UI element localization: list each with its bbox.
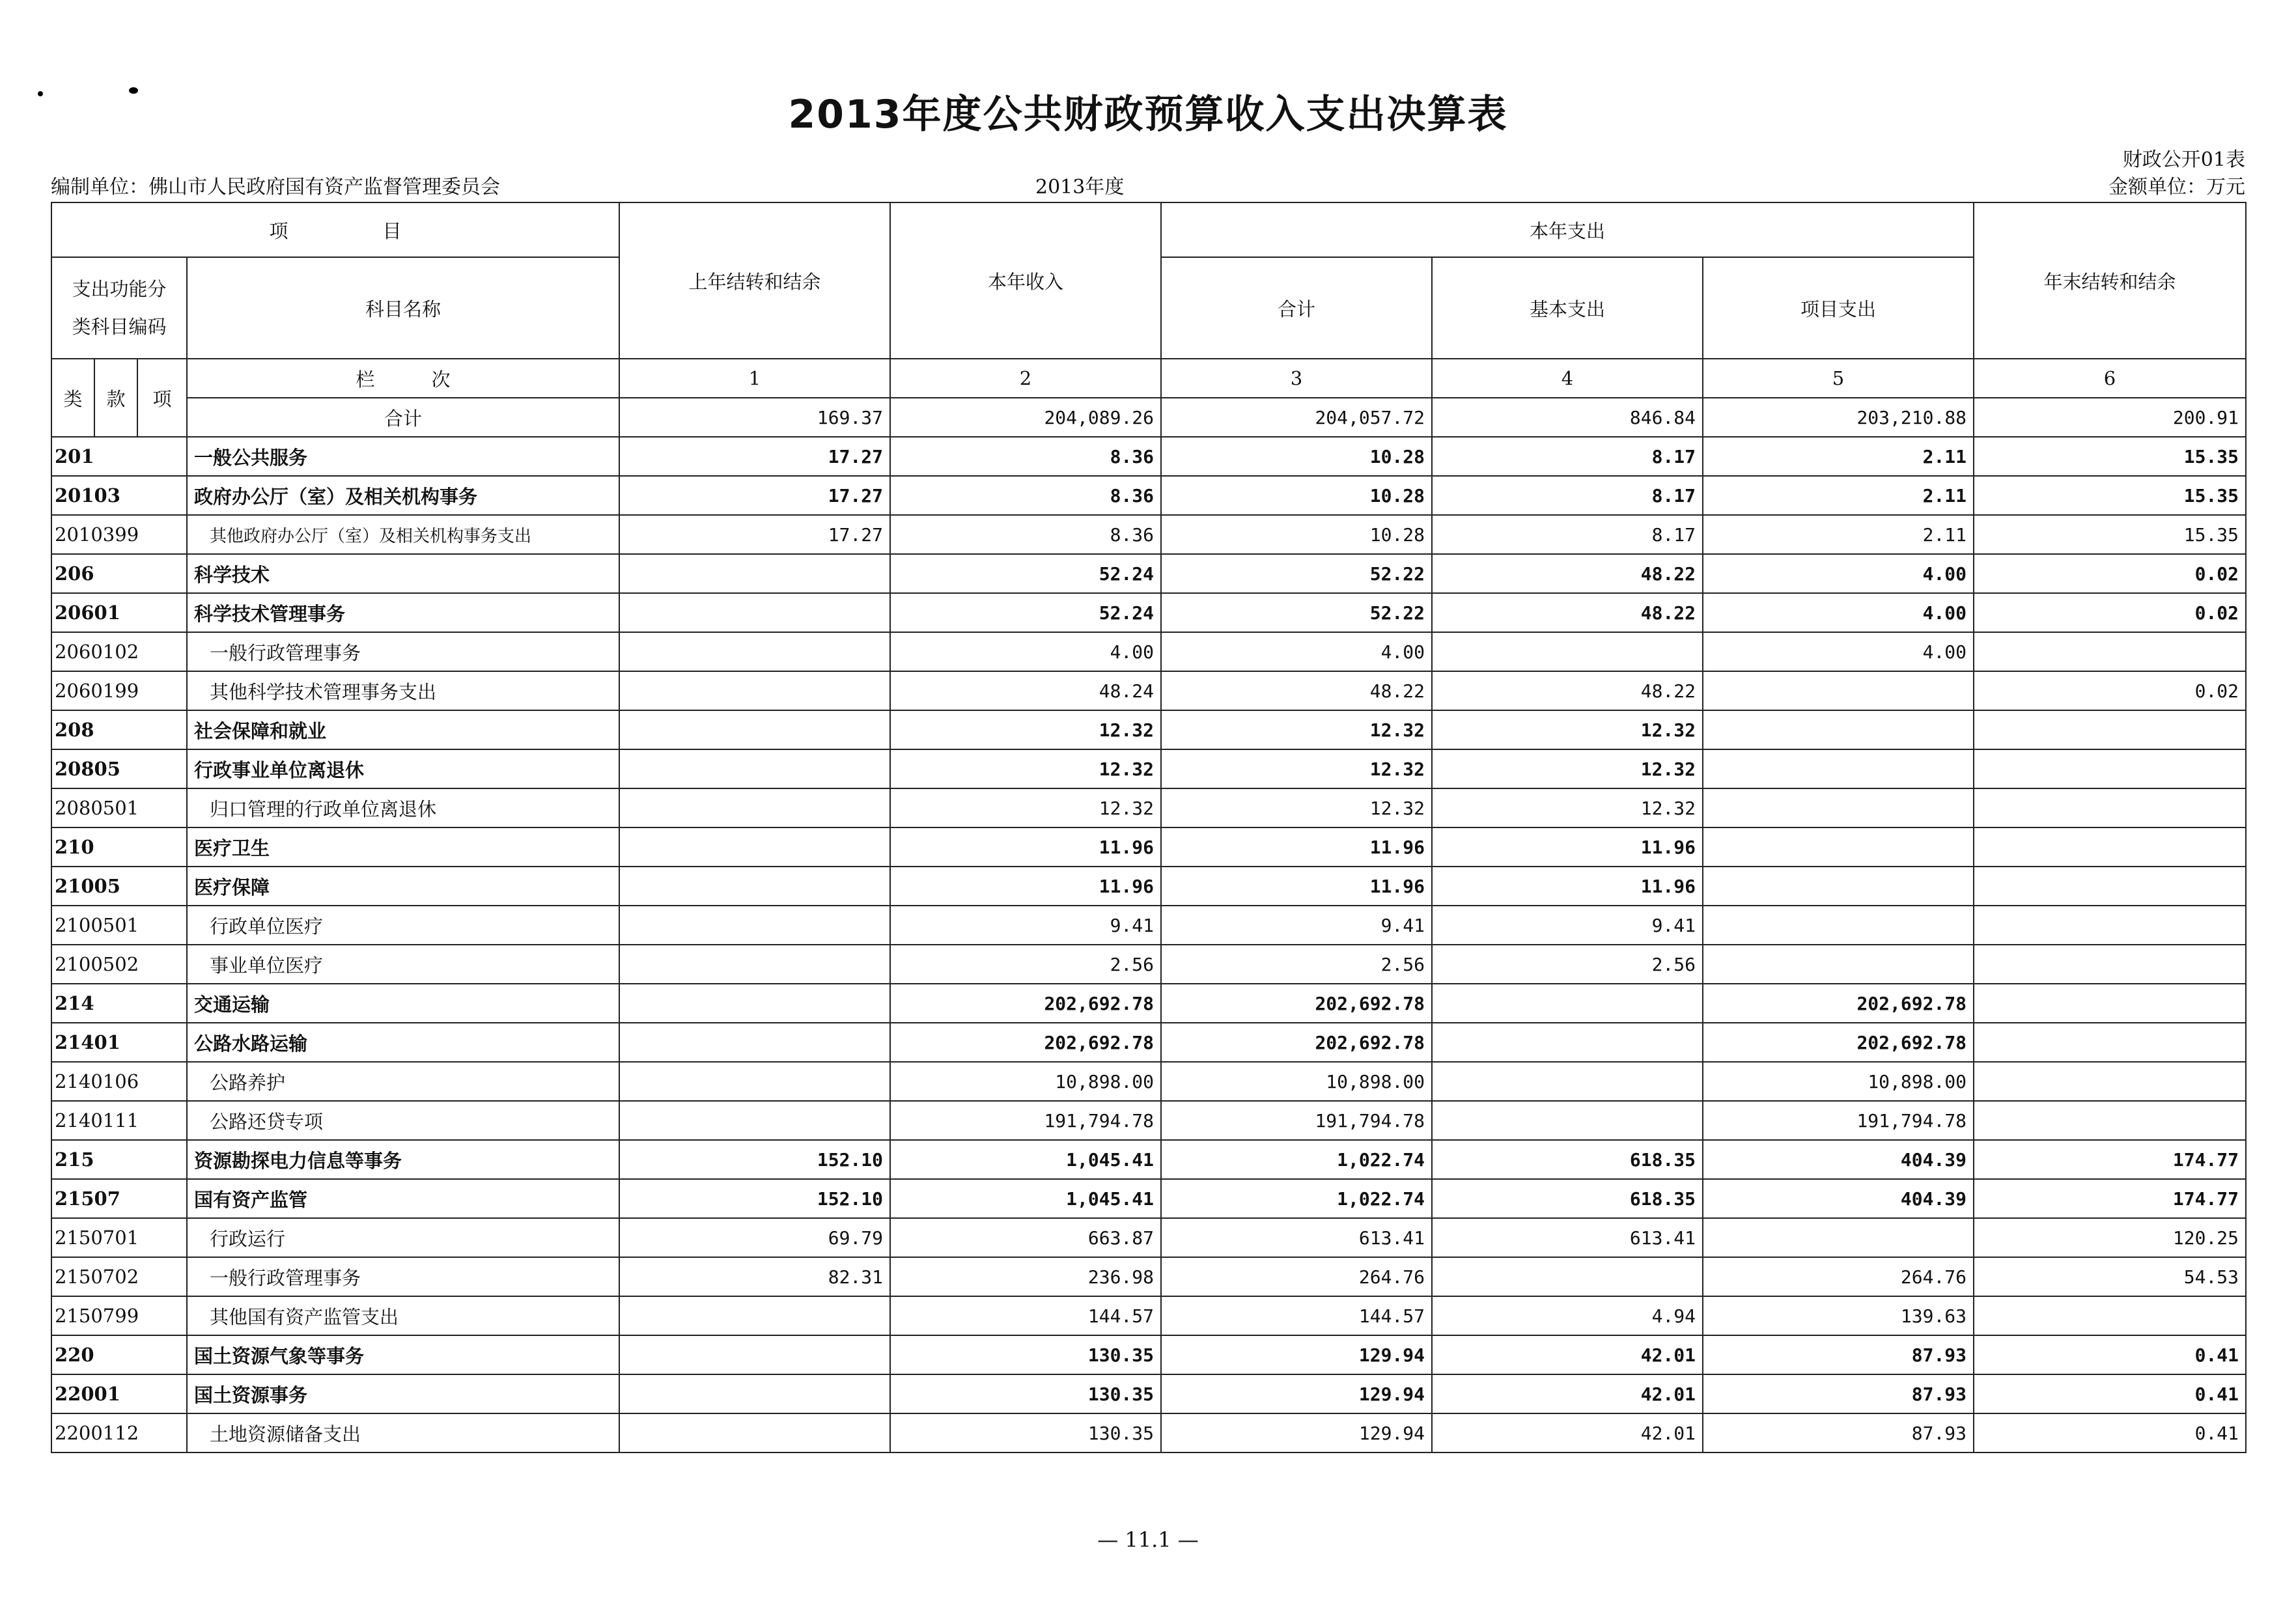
cell-prev: 152.10: [619, 1140, 890, 1179]
subject-code: 220: [51, 1335, 187, 1374]
table-row: [51, 1335, 2246, 1374]
table-row: [51, 1218, 2246, 1257]
table-row: [51, 1140, 2246, 1179]
cell-project: 2.11: [1703, 437, 1974, 476]
cell-income: 1,045.41: [890, 1179, 1161, 1218]
cell-prev: 82.31: [619, 1257, 890, 1296]
cell-basic: [1432, 1023, 1703, 1062]
cell-income: 10,898.00: [890, 1062, 1161, 1101]
cell-income: 130.35: [890, 1374, 1161, 1413]
subject-code: 208: [51, 710, 187, 749]
cell-prev: [619, 984, 890, 1023]
cell-basic: 2.56: [1432, 945, 1703, 984]
cell-prev: [619, 906, 890, 945]
page-number: — 11.1 —: [1097, 1527, 1199, 1552]
cell-project: [1703, 945, 1974, 984]
column-index-4: 4: [1432, 359, 1703, 398]
cell-total: 48.22: [1161, 671, 1432, 710]
cell-income: 191,794.78: [890, 1101, 1161, 1140]
cell-basic: 618.35: [1432, 1140, 1703, 1179]
cell-end: [1974, 710, 2246, 749]
subject-name: 土地资源储备支出: [187, 1413, 619, 1452]
subject-name: 公路水路运输: [187, 1023, 619, 1062]
cell-project: 4.00: [1703, 554, 1974, 593]
cell-project: 87.93: [1703, 1335, 1974, 1374]
cell-total: 52.22: [1161, 593, 1432, 632]
column-index-6: 6: [1974, 359, 2246, 398]
cell-prev: [619, 593, 890, 632]
cell-project: 264.76: [1703, 1257, 1974, 1296]
cell-income: 2.56: [890, 945, 1161, 984]
cell-total: 144.57: [1161, 1296, 1432, 1335]
cell-total: 9.41: [1161, 906, 1432, 945]
table-row: [51, 1179, 2246, 1218]
cell-basic: 11.96: [1432, 827, 1703, 867]
cell-basic: 48.22: [1432, 671, 1703, 710]
cell-project: 10,898.00: [1703, 1062, 1974, 1101]
cell-income: 52.24: [890, 554, 1161, 593]
cell-basic: 11.96: [1432, 867, 1703, 906]
cell-prev: [619, 671, 890, 710]
cell-project: [1703, 867, 1974, 906]
cell-total: 202,692.78: [1161, 984, 1432, 1023]
cell-end: [1974, 945, 2246, 984]
subject-name: 国土资源事务: [187, 1374, 619, 1413]
cell-prev: [619, 1413, 890, 1452]
cell-end: 15.35: [1974, 476, 2246, 515]
cell-income: 202,692.78: [890, 984, 1161, 1023]
cell-total: 10,898.00: [1161, 1062, 1432, 1101]
subject-name: 一般公共服务: [187, 437, 619, 476]
subject-name: 归口管理的行政单位离退休: [187, 788, 619, 827]
cell-total: 129.94: [1161, 1374, 1432, 1413]
cell-income: 1,045.41: [890, 1140, 1161, 1179]
subject-code: 2150702: [51, 1257, 187, 1296]
cell-total: 2.56: [1161, 945, 1432, 984]
cell-prev: [619, 749, 890, 788]
cell-total: 11.96: [1161, 827, 1432, 867]
subject-name: 行政单位医疗: [187, 906, 619, 945]
subject-name: 科学技术管理事务: [187, 593, 619, 632]
cell-basic: [1432, 1101, 1703, 1140]
cell-project: 404.39: [1703, 1179, 1974, 1218]
cell-prev: [619, 1062, 890, 1101]
fiscal-year: 2013年度: [1035, 176, 1125, 199]
cell-end: [1974, 788, 2246, 827]
cell-prev: 69.79: [619, 1218, 890, 1257]
cell-end: [1974, 1062, 2246, 1101]
table-number: 财政公开01表: [2122, 148, 2245, 171]
cell-project: 404.39: [1703, 1140, 1974, 1179]
cell-project: [1703, 1218, 1974, 1257]
table-row: [51, 671, 2246, 710]
subject-name: 其他科学技术管理事务支出: [187, 671, 619, 710]
subject-code: 20601: [51, 593, 187, 632]
column-index-2: 2: [890, 359, 1161, 398]
prev-balance-header: 上年结转和结余: [619, 202, 890, 359]
table-row: [51, 1374, 2246, 1413]
subject-name: 医疗保障: [187, 867, 619, 906]
cell-total: 12.32: [1161, 788, 1432, 827]
subject-name: 公路养护: [187, 1062, 619, 1101]
subject-code: 2200112: [51, 1413, 187, 1452]
subject-name: 国有资产监管: [187, 1179, 619, 1218]
cell-project: 4.00: [1703, 593, 1974, 632]
basic-expense-header: 基本支出: [1432, 257, 1703, 359]
cell-end: 0.02: [1974, 593, 2246, 632]
cell-end: 174.77: [1974, 1140, 2246, 1179]
cell-end: [1974, 1296, 2246, 1335]
cell-end: [1974, 906, 2246, 945]
table-row: [51, 1296, 2246, 1335]
table-row: [51, 437, 2246, 476]
item-header: 项 目: [51, 202, 619, 257]
cell-project: [1703, 788, 1974, 827]
cell-end: 15.35: [1974, 515, 2246, 554]
cell-total: 264.76: [1161, 1257, 1432, 1296]
cell-income: 8.36: [890, 476, 1161, 515]
table-row: [51, 1101, 2246, 1140]
cell-end: 0.02: [1974, 671, 2246, 710]
cell-income: 8.36: [890, 437, 1161, 476]
subject-rows: [51, 437, 2246, 1452]
cell-income: 52.24: [890, 593, 1161, 632]
compiling-unit: 编制单位：佛山市人民政府国有资产监督管理委员会: [51, 176, 500, 199]
table-row: [51, 867, 2246, 906]
table-row: [51, 1023, 2246, 1062]
cell-prev: 17.27: [619, 476, 890, 515]
subject-code: 2010399: [51, 515, 187, 554]
subject-name: 公路还贷专项: [187, 1101, 619, 1140]
subject-name: 科学技术: [187, 554, 619, 593]
total-end: 200.91: [1974, 398, 2246, 437]
income-header: 本年收入: [890, 202, 1161, 359]
subject-name: 一般行政管理事务: [187, 632, 619, 671]
budget-table: [51, 202, 2247, 1453]
cell-basic: [1432, 984, 1703, 1023]
subject-code: 206: [51, 554, 187, 593]
table-row: [51, 906, 2246, 945]
table-row: [51, 1062, 2246, 1101]
table-row: [51, 749, 2246, 788]
cell-end: [1974, 632, 2246, 671]
cell-total: 191,794.78: [1161, 1101, 1432, 1140]
cell-income: 11.96: [890, 827, 1161, 867]
cell-end: [1974, 867, 2246, 906]
code-header: 支出功能分类科目编码: [51, 257, 187, 359]
expense-header: 本年支出: [1161, 202, 1974, 257]
table-row: [51, 827, 2246, 867]
cell-basic: 48.22: [1432, 593, 1703, 632]
cell-project: 87.93: [1703, 1374, 1974, 1413]
column-index-1: 1: [619, 359, 890, 398]
cell-income: 48.24: [890, 671, 1161, 710]
subject-code: 21507: [51, 1179, 187, 1218]
cell-total: 10.28: [1161, 437, 1432, 476]
cell-project: 2.11: [1703, 515, 1974, 554]
xiang-header: 项: [137, 359, 187, 437]
cell-prev: [619, 945, 890, 984]
cell-total: 52.22: [1161, 554, 1432, 593]
cell-total: 202,692.78: [1161, 1023, 1432, 1062]
cell-project: 202,692.78: [1703, 984, 1974, 1023]
cell-basic: 8.17: [1432, 437, 1703, 476]
cell-project: 191,794.78: [1703, 1101, 1974, 1140]
total-row: [51, 398, 2246, 437]
cell-basic: 8.17: [1432, 515, 1703, 554]
subject-code: 22001: [51, 1374, 187, 1413]
cell-income: 236.98: [890, 1257, 1161, 1296]
cell-total: 11.96: [1161, 867, 1432, 906]
cell-prev: [619, 632, 890, 671]
cell-project: [1703, 827, 1974, 867]
cell-end: [1974, 827, 2246, 867]
subject-code: 2140106: [51, 1062, 187, 1101]
cell-end: 54.53: [1974, 1257, 2246, 1296]
cell-income: 12.32: [890, 710, 1161, 749]
cell-total: 1,022.74: [1161, 1140, 1432, 1179]
subject-name: 行政运行: [187, 1218, 619, 1257]
cell-income: 4.00: [890, 632, 1161, 671]
cell-income: 8.36: [890, 515, 1161, 554]
cell-prev: [619, 1101, 890, 1140]
kuan-header: 款: [94, 359, 137, 437]
cell-basic: [1432, 632, 1703, 671]
cell-project: [1703, 749, 1974, 788]
subject-code: 2100502: [51, 945, 187, 984]
table-row: [51, 554, 2246, 593]
subject-code: 2100501: [51, 906, 187, 945]
column-index-5: 5: [1703, 359, 1974, 398]
table-row: [51, 945, 2246, 984]
cell-total: 12.32: [1161, 710, 1432, 749]
subject-name: 社会保障和就业: [187, 710, 619, 749]
project-expense-header: 项目支出: [1703, 257, 1974, 359]
table-row: [51, 1413, 2246, 1452]
subject-code: 2150799: [51, 1296, 187, 1335]
expense-total-header: 合计: [1161, 257, 1432, 359]
cell-end: 120.25: [1974, 1218, 2246, 1257]
subject-name: 交通运输: [187, 984, 619, 1023]
column-index-label: 栏 次: [187, 359, 619, 398]
cell-end: 0.41: [1974, 1335, 2246, 1374]
cell-end: 174.77: [1974, 1179, 2246, 1218]
subject-code: 201: [51, 437, 187, 476]
cell-basic: [1432, 1062, 1703, 1101]
cell-prev: [619, 1296, 890, 1335]
cell-basic: 9.41: [1432, 906, 1703, 945]
subject-name: 其他政府办公厅（室）及相关机构事务支出: [187, 515, 619, 554]
cell-end: [1974, 749, 2246, 788]
cell-basic: [1432, 1257, 1703, 1296]
cell-prev: [619, 788, 890, 827]
total-project: 203,210.88: [1703, 398, 1974, 437]
cell-basic: 8.17: [1432, 476, 1703, 515]
subject-code: 2060199: [51, 671, 187, 710]
cell-project: 87.93: [1703, 1413, 1974, 1452]
cell-income: 663.87: [890, 1218, 1161, 1257]
cell-total: 613.41: [1161, 1218, 1432, 1257]
cell-basic: 48.22: [1432, 554, 1703, 593]
cell-end: 15.35: [1974, 437, 2246, 476]
subject-code: 215: [51, 1140, 187, 1179]
subject-name: 国土资源气象等事务: [187, 1335, 619, 1374]
page-title: 2013年度公共财政预算收入支出决算表: [788, 92, 1508, 137]
table-row: [51, 476, 2246, 515]
subject-code: 2150701: [51, 1218, 187, 1257]
table-row: [51, 593, 2246, 632]
subject-code: 2080501: [51, 788, 187, 827]
cell-basic: 613.41: [1432, 1218, 1703, 1257]
cell-end: [1974, 1023, 2246, 1062]
cell-prev: [619, 1023, 890, 1062]
cell-total: 10.28: [1161, 515, 1432, 554]
subject-name: 医疗卫生: [187, 827, 619, 867]
cell-basic: 618.35: [1432, 1179, 1703, 1218]
cell-basic: 4.94: [1432, 1296, 1703, 1335]
total-prev: 169.37: [619, 398, 890, 437]
subject-code: 2140111: [51, 1101, 187, 1140]
cell-total: 4.00: [1161, 632, 1432, 671]
cell-project: 139.63: [1703, 1296, 1974, 1335]
cell-prev: 17.27: [619, 515, 890, 554]
subject-name: 事业单位医疗: [187, 945, 619, 984]
cell-income: 12.32: [890, 788, 1161, 827]
table-row: [51, 788, 2246, 827]
cell-prev: [619, 554, 890, 593]
table-row: [51, 632, 2246, 671]
column-index-3: 3: [1161, 359, 1432, 398]
cell-total: 12.32: [1161, 749, 1432, 788]
table-row: [51, 515, 2246, 554]
table-row: [51, 984, 2246, 1023]
cell-income: 144.57: [890, 1296, 1161, 1335]
cell-prev: [619, 867, 890, 906]
cell-project: [1703, 710, 1974, 749]
subject-code: 214: [51, 984, 187, 1023]
cell-income: 12.32: [890, 749, 1161, 788]
cell-end: [1974, 1101, 2246, 1140]
subject-name: 行政事业单位离退休: [187, 749, 619, 788]
cell-project: [1703, 906, 1974, 945]
subject-name: 政府办公厅（室）及相关机构事务: [187, 476, 619, 515]
subject-code: 21005: [51, 867, 187, 906]
cell-total: 129.94: [1161, 1413, 1432, 1452]
cell-income: 11.96: [890, 867, 1161, 906]
cell-end: 0.02: [1974, 554, 2246, 593]
cell-income: 9.41: [890, 906, 1161, 945]
subject-name: 一般行政管理事务: [187, 1257, 619, 1296]
table-row: [51, 1257, 2246, 1296]
cell-prev: [619, 710, 890, 749]
cell-prev: 17.27: [619, 437, 890, 476]
cell-basic: 12.32: [1432, 788, 1703, 827]
cell-end: 0.41: [1974, 1374, 2246, 1413]
end-balance-header: 年末结转和结余: [1974, 202, 2246, 359]
cell-total: 1,022.74: [1161, 1179, 1432, 1218]
cell-end: [1974, 984, 2246, 1023]
cell-basic: 42.01: [1432, 1374, 1703, 1413]
cell-basic: 12.32: [1432, 710, 1703, 749]
cell-project: [1703, 671, 1974, 710]
cell-project: 2.11: [1703, 476, 1974, 515]
cell-basic: 12.32: [1432, 749, 1703, 788]
subject-code: 21401: [51, 1023, 187, 1062]
subject-code: 20103: [51, 476, 187, 515]
subject-name: 资源勘探电力信息等事务: [187, 1140, 619, 1179]
cell-project: 4.00: [1703, 632, 1974, 671]
subject-code: 20805: [51, 749, 187, 788]
cell-income: 130.35: [890, 1335, 1161, 1374]
total-expense: 204,057.72: [1161, 398, 1432, 437]
cell-total: 10.28: [1161, 476, 1432, 515]
table-row: [51, 710, 2246, 749]
subject-name: 其他国有资产监管支出: [187, 1296, 619, 1335]
cell-basic: 42.01: [1432, 1413, 1703, 1452]
currency-unit: 金额单位：万元: [2108, 176, 2245, 199]
lei-header: 类: [51, 359, 94, 437]
cell-prev: 152.10: [619, 1179, 890, 1218]
total-income: 204,089.26: [890, 398, 1161, 437]
subject-code: 210: [51, 827, 187, 867]
cell-total: 129.94: [1161, 1335, 1432, 1374]
total-basic: 846.84: [1432, 398, 1703, 437]
cell-end: 0.41: [1974, 1413, 2246, 1452]
cell-income: 130.35: [890, 1413, 1161, 1452]
cell-prev: [619, 1335, 890, 1374]
cell-project: 202,692.78: [1703, 1023, 1974, 1062]
total-label: 合计: [187, 398, 619, 437]
subject-name-header: 科目名称: [187, 257, 619, 359]
cell-prev: [619, 1374, 890, 1413]
cell-income: 202,692.78: [890, 1023, 1161, 1062]
cell-prev: [619, 827, 890, 867]
subject-code: 2060102: [51, 632, 187, 671]
cell-basic: 42.01: [1432, 1335, 1703, 1374]
